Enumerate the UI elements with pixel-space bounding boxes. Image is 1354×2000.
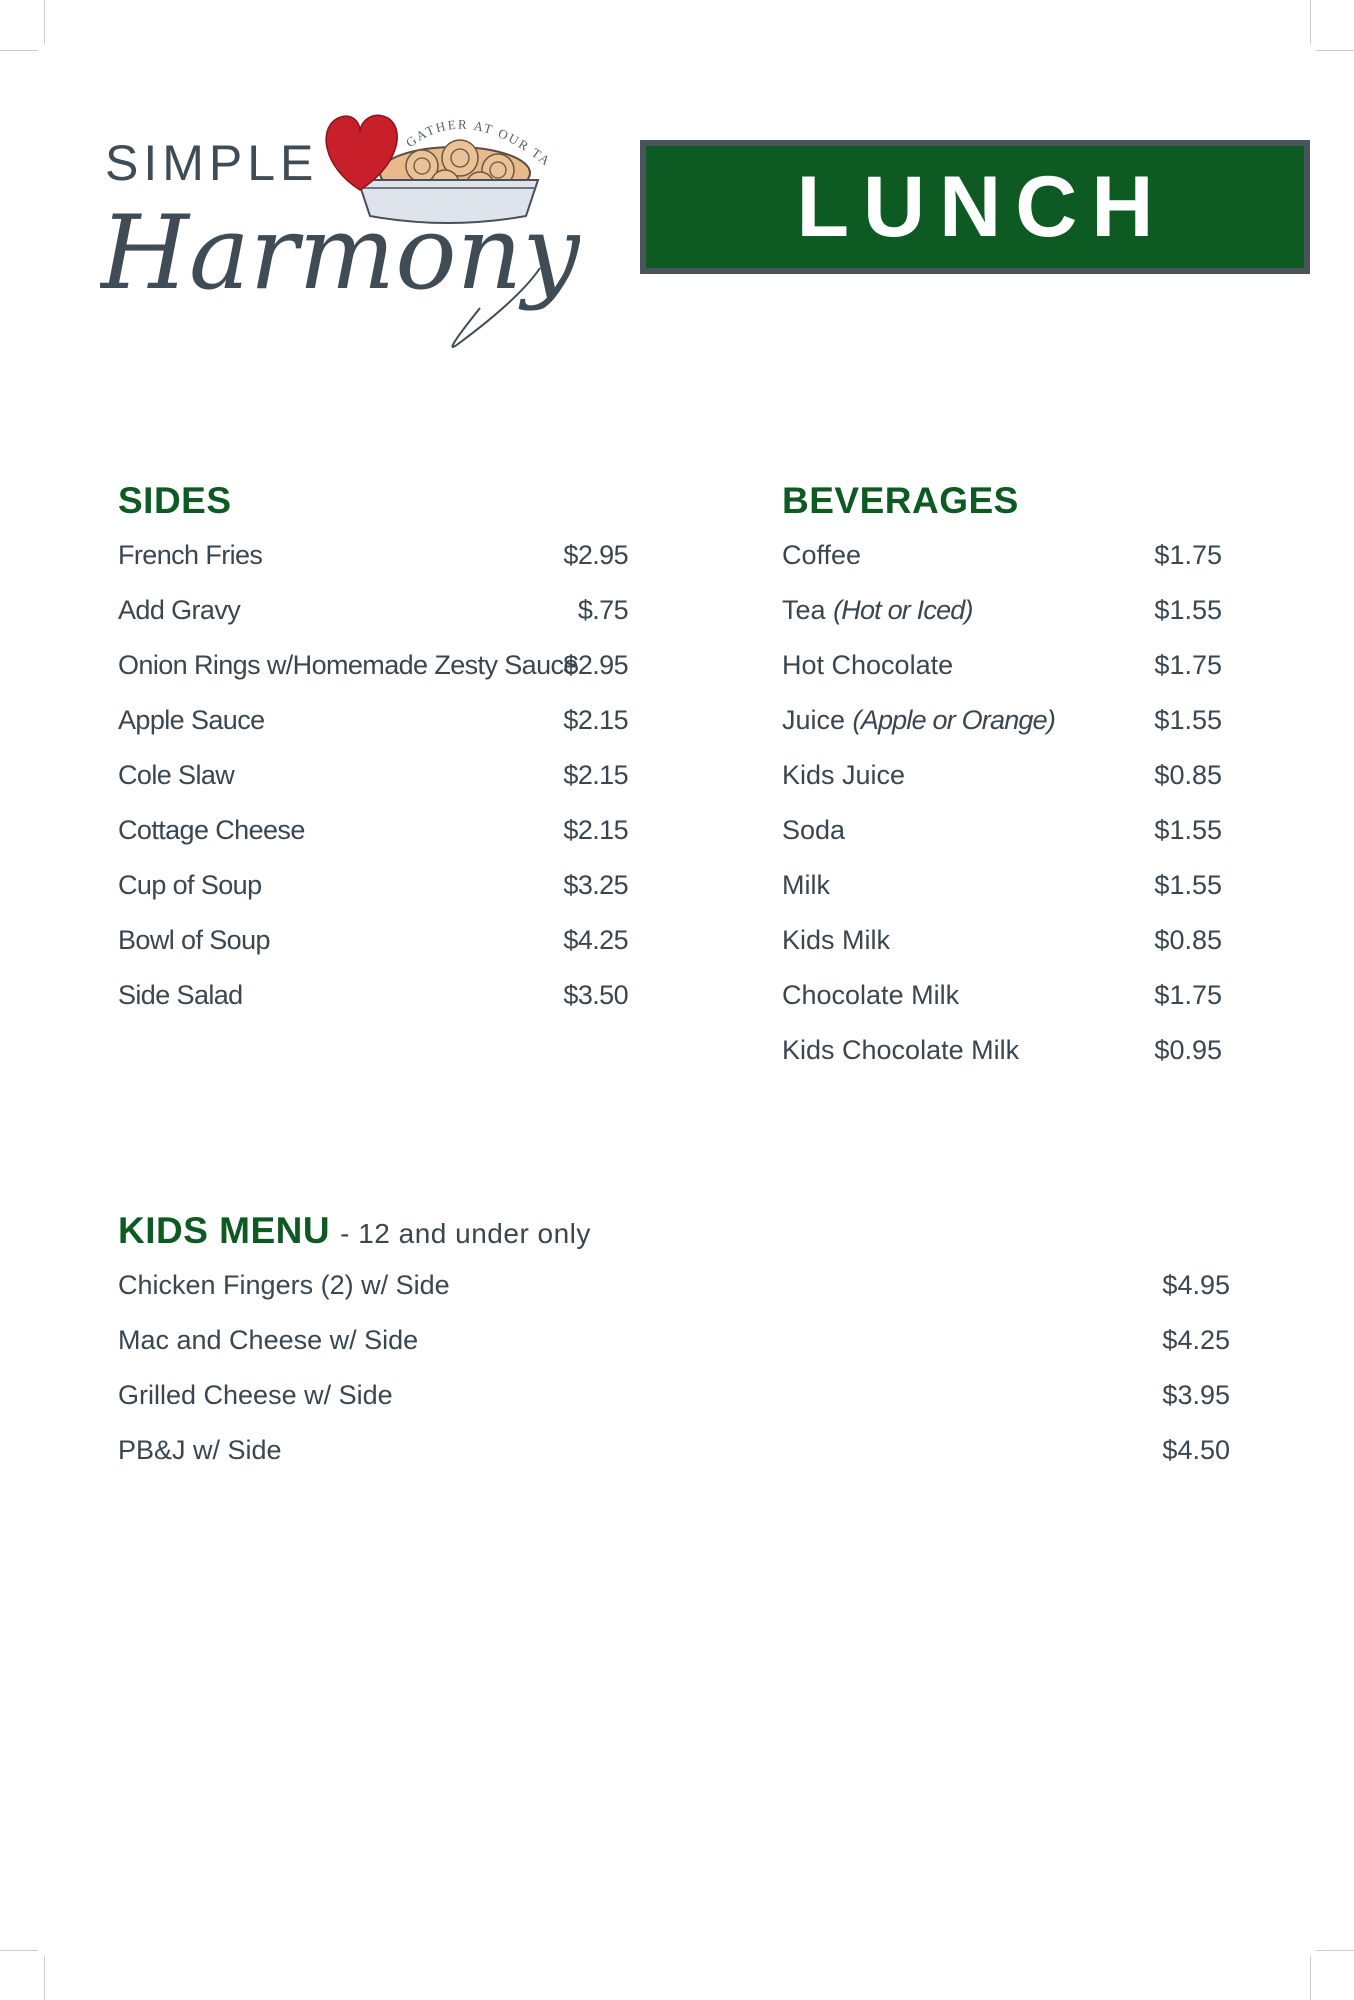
- item-price: $4.25: [563, 925, 628, 955]
- crop-mark-bottom-right-v: [1310, 1956, 1311, 2000]
- list-item: [782, 760, 1222, 815]
- item-price: $1.75: [1154, 980, 1222, 1010]
- item-name: Bowl of Soup: [118, 925, 270, 955]
- item-name: Chocolate Milk: [782, 980, 960, 1010]
- list-item: [118, 595, 628, 650]
- item-price: $0.95: [1154, 1035, 1222, 1065]
- list-item: [118, 870, 628, 925]
- simple-harmony-logo: [100, 108, 580, 368]
- item-name: Onion Rings w/Homemade Zesty Sauce: [118, 650, 578, 680]
- item-name: Chicken Fingers (2) w/ Side: [118, 1270, 450, 1300]
- list-item: [118, 925, 628, 980]
- item-name: Kids Juice: [782, 760, 906, 790]
- logo-brand-top: SIMPLE: [105, 135, 319, 191]
- item-price: $4.95: [1162, 1270, 1230, 1300]
- item-name: Mac and Cheese w/ Side: [118, 1325, 419, 1355]
- item-price: $3.25: [563, 870, 628, 900]
- item-name: Kids Milk: [782, 925, 891, 955]
- item-name: Cottage Cheese: [118, 815, 305, 845]
- item-price: $4.25: [1162, 1325, 1230, 1355]
- crop-mark-bottom-left-v: [44, 1956, 45, 2000]
- crop-mark-bottom-left-h: [0, 1950, 38, 1951]
- item-price: $0.85: [1154, 760, 1222, 790]
- item-name: Soda: [782, 815, 846, 845]
- list-item: [118, 1270, 1230, 1325]
- kids-menu-header: [118, 1210, 1230, 1270]
- item-name: Side Salad: [118, 980, 243, 1010]
- list-item: [782, 815, 1222, 870]
- list-item: [118, 1380, 1230, 1435]
- item-price: $1.75: [1154, 650, 1222, 680]
- item-price: $1.55: [1154, 705, 1222, 735]
- kids-menu-list: [118, 1270, 1230, 1490]
- crop-mark-bottom-right-h: [1316, 1950, 1354, 1951]
- item-name: Add Gravy: [118, 595, 241, 625]
- item-name: Cup of Soup: [118, 870, 262, 900]
- list-item: [782, 870, 1222, 925]
- beverages-list: [782, 540, 1222, 1090]
- logo-brand-script: Harmony: [100, 194, 580, 313]
- item-price: $1.55: [1154, 870, 1222, 900]
- item-price: $0.85: [1154, 925, 1222, 955]
- item-name: French Fries: [118, 540, 263, 570]
- item-price: $.75: [577, 595, 628, 625]
- list-item: [782, 705, 1222, 760]
- item-price: $4.50: [1162, 1435, 1230, 1465]
- list-item: [118, 1325, 1230, 1380]
- crop-mark-top-left-v: [44, 0, 45, 44]
- list-item: [782, 1035, 1222, 1090]
- item-price: $2.95: [563, 650, 628, 680]
- list-item: [782, 650, 1222, 705]
- item-price: $3.50: [563, 980, 628, 1010]
- list-item: [118, 760, 628, 815]
- logo-tagline: GATHER AT OUR TA: [402, 116, 555, 170]
- list-item: [782, 540, 1222, 595]
- sides-list: [118, 540, 628, 1035]
- item-name: Cole Slaw: [118, 760, 235, 790]
- kids-menu-title-line: [118, 1210, 591, 1252]
- item-price: $2.15: [563, 705, 628, 735]
- item-price: $3.95: [1162, 1380, 1230, 1410]
- list-item: [782, 595, 1222, 650]
- item-price: $2.15: [563, 815, 628, 845]
- kids-menu-note: - 12 and under only: [340, 1218, 591, 1249]
- item-price: $1.55: [1154, 815, 1222, 845]
- list-item: [118, 1435, 1230, 1490]
- item-name: Hot Chocolate: [782, 650, 954, 680]
- item-name: Kids Chocolate Milk: [782, 1035, 1020, 1065]
- item-name: Juice (Apple or Orange): [782, 705, 1056, 735]
- item-name: Grilled Cheese w/ Side: [118, 1380, 393, 1410]
- list-item: [118, 815, 628, 870]
- crop-mark-top-right-v: [1310, 0, 1311, 44]
- list-item: [118, 540, 628, 595]
- item-price: $1.75: [1154, 540, 1222, 570]
- kids-menu-section: [118, 1210, 1230, 1490]
- item-name: Milk: [782, 870, 830, 900]
- list-item: [118, 980, 628, 1035]
- list-item: [782, 925, 1222, 980]
- crop-mark-top-right-h: [1316, 50, 1354, 51]
- list-item: [782, 980, 1222, 1035]
- kids-menu-title: KIDS MENU: [118, 1210, 331, 1251]
- item-name: Tea (Hot or Iced): [782, 595, 973, 625]
- item-name: Coffee: [782, 540, 862, 570]
- banner-title: LUNCH: [796, 159, 1168, 255]
- list-item: [118, 650, 628, 705]
- lunch-banner: [640, 140, 1310, 274]
- crop-mark-top-left-h: [0, 50, 38, 51]
- sides-header: [118, 480, 628, 540]
- item-price: $2.95: [563, 540, 628, 570]
- list-item: [118, 705, 628, 760]
- beverages-header: [782, 480, 1222, 540]
- item-name: Apple Sauce: [118, 705, 265, 735]
- beverages-section: [782, 480, 1222, 1090]
- item-name: PB&J w/ Side: [118, 1435, 282, 1465]
- sides-title: SIDES: [118, 480, 232, 521]
- item-price: $1.55: [1154, 595, 1222, 625]
- beverages-title: BEVERAGES: [782, 480, 1019, 521]
- sides-section: [118, 480, 628, 1035]
- item-price: $2.15: [563, 760, 628, 790]
